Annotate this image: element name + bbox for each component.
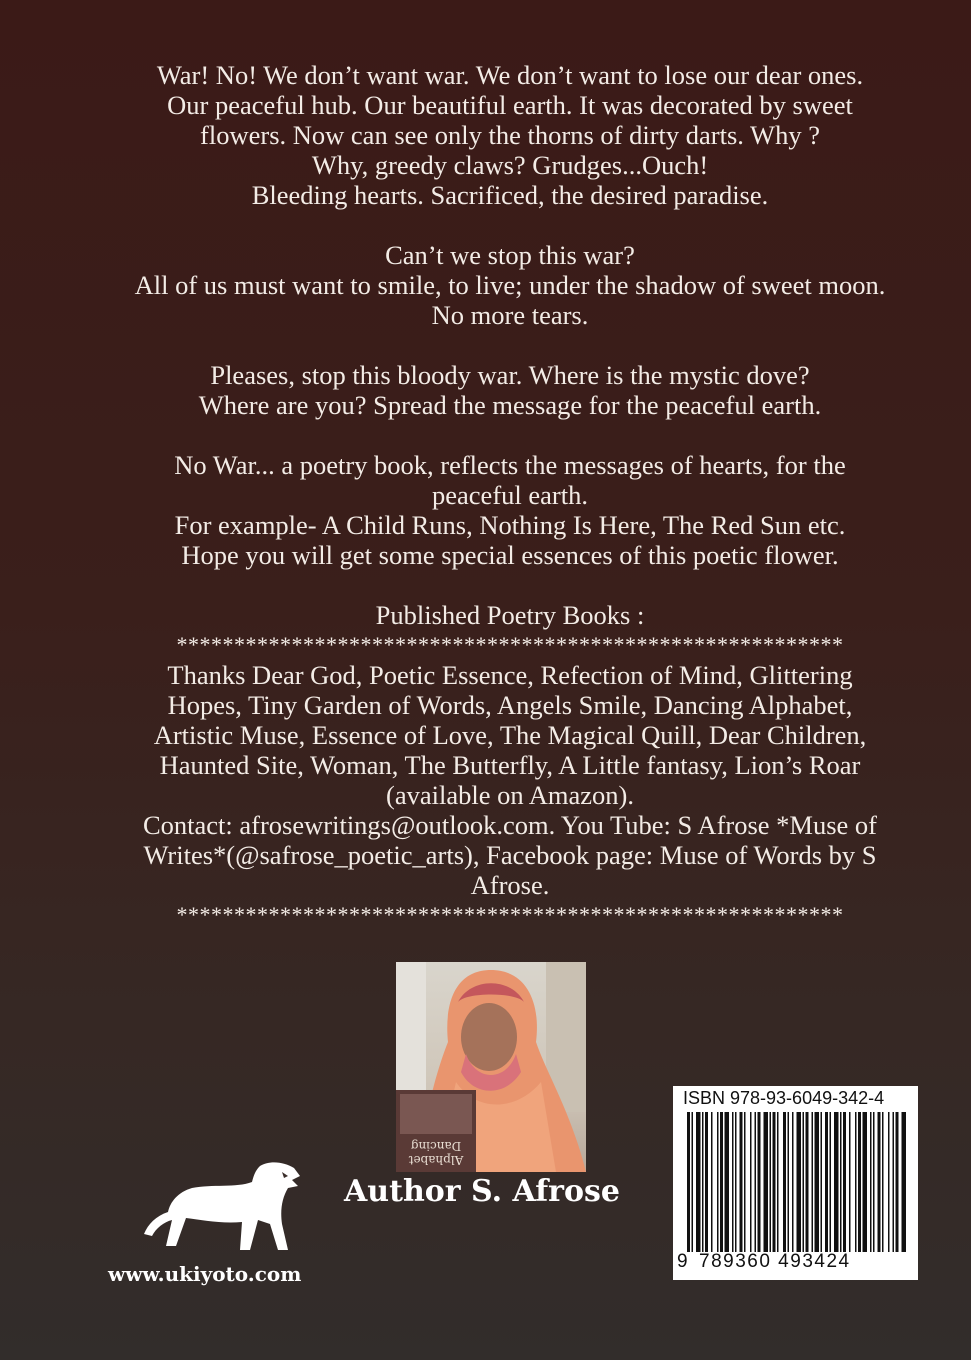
barcode-bar <box>696 1112 701 1252</box>
isbn-digit-first: 9 <box>677 1251 690 1272</box>
barcode-bar <box>788 1112 790 1252</box>
star-divider: ********************************************************** <box>176 902 844 927</box>
barcode-bar <box>896 1112 899 1252</box>
blurb-line: peaceful earth. <box>432 480 588 510</box>
barcode-bar <box>873 1112 875 1252</box>
barcode-bar <box>849 1112 851 1252</box>
barcode-bar <box>893 1112 895 1252</box>
barcode-bar <box>806 1112 809 1252</box>
barcode-bar <box>783 1112 786 1252</box>
blurb-line: Bleeding hearts. Sacrificed, the desired paradise. <box>251 180 769 210</box>
barcode-bar <box>812 1112 814 1252</box>
book-title-text: Dancing <box>410 1139 462 1153</box>
barcode-bar <box>732 1112 734 1252</box>
barcode-bar <box>705 1112 708 1252</box>
barcode-bar <box>692 1112 694 1252</box>
barcode-bar <box>750 1112 752 1252</box>
contact-line: Contact: afrosewritings@outlook.com. You Tube: S Afrose *Muse of <box>142 810 878 840</box>
barcode-bar <box>821 1112 823 1252</box>
author-photo <box>396 962 586 1172</box>
book-title-text: Alphabet <box>408 1153 464 1167</box>
barcode-bar <box>711 1112 713 1252</box>
book-list-line: Hopes, Tiny Garden of Words, Angels Smile, Dancing Alphabet, <box>167 690 853 720</box>
blurb-line: No more tears. <box>431 300 589 330</box>
barcode-bar <box>825 1112 828 1252</box>
barcode-bar <box>815 1112 820 1252</box>
barcode-bar <box>888 1112 890 1252</box>
blurb-line: Our peaceful hub. Our beautiful earth. It was decorated by sweet <box>167 90 853 120</box>
blurb-line: War! No! We don’t want war. We don’t want to lose our dear ones. <box>156 60 864 90</box>
back-cover-blurb <box>60 60 960 930</box>
book-list-line: Artistic Muse, Essence of Love, The Magical Quill, Dear Children, <box>153 720 867 750</box>
barcode-bar <box>755 1112 757 1252</box>
barcode-bar <box>744 1112 746 1252</box>
barcode-bar <box>843 1112 846 1252</box>
isbn-digits-rest: 789360 493424 <box>699 1251 851 1272</box>
blurb-line: For example- A Child Runs, Nothing Is Here, The Red Sun etc. <box>174 510 846 540</box>
barcode-bar <box>735 1112 737 1252</box>
blurb-line: flowers. Now can see only the thorns of dirty darts. Why ? <box>200 120 820 150</box>
barcode-bar <box>758 1112 761 1252</box>
barcode-bar <box>720 1112 723 1252</box>
contact-line: Writes*(@safrose_poetic_arts), Facebook page: Muse of Words by S <box>143 840 877 870</box>
publisher-url: www.ukiyoto.com <box>108 1262 302 1286</box>
barcode <box>687 1112 907 1252</box>
blurb-line: Pleases, stop this bloody war. Where is the mystic dove? <box>210 360 810 390</box>
blurb-line: All of us must want to smile, to live; under the shadow of sweet moon. <box>134 270 886 300</box>
barcode-bar <box>773 1112 776 1252</box>
barcode-bar <box>840 1112 842 1252</box>
isbn-label: ISBN 978-93-6049-342-4 <box>683 1088 885 1108</box>
barcode-bar <box>702 1112 704 1252</box>
barcode-bar <box>797 1112 802 1252</box>
blurb-line: Where are you? Spread the message for the peaceful earth. <box>198 390 822 420</box>
star-divider: ********************************************************** <box>176 632 844 657</box>
barcode-bar <box>803 1112 805 1252</box>
lion-logo-icon <box>142 1158 307 1258</box>
book-list-line: (available on Amazon). <box>386 780 634 810</box>
barcode-bar <box>902 1112 907 1252</box>
barcode-bar <box>834 1112 839 1252</box>
barcode-bar <box>777 1112 779 1252</box>
barcode-bar <box>878 1112 881 1252</box>
barcode-bar <box>740 1112 743 1252</box>
barcode-bar <box>830 1112 832 1252</box>
blurb-line: Can’t we stop this war? <box>385 240 635 270</box>
barcode-bar <box>792 1112 794 1252</box>
blurb-line: No War... a poetry book, reflects the messages of hearts, for the <box>174 450 846 480</box>
contact-line: Afrose. <box>470 870 550 900</box>
isbn-barcode-box <box>673 1086 918 1280</box>
author-name: Author S. Afrose <box>344 1174 620 1209</box>
book-list-line: Haunted Site, Woman, The Butterfly, A Little fantasy, Lion’s Roar <box>159 750 861 780</box>
book-list-line: Thanks Dear God, Poetic Essence, Refection of Mind, Glittering <box>167 660 853 690</box>
barcode-bar <box>717 1112 719 1252</box>
barcode-bar <box>863 1112 868 1252</box>
barcode-bar <box>858 1112 861 1252</box>
barcode-bar <box>855 1112 857 1252</box>
barcode-bar <box>770 1112 772 1252</box>
barcode-bar <box>687 1112 690 1252</box>
barcode-bar <box>870 1112 872 1252</box>
published-heading: Published Poetry Books : <box>375 600 645 630</box>
barcode-bar <box>882 1112 884 1252</box>
barcode-bar <box>764 1112 769 1252</box>
blurb-line: Hope you will get some special essences of this poetic flower. <box>181 540 839 570</box>
blurb-line: Why, greedy claws? Grudges...Ouch! <box>311 150 709 180</box>
barcode-bar <box>725 1112 730 1252</box>
